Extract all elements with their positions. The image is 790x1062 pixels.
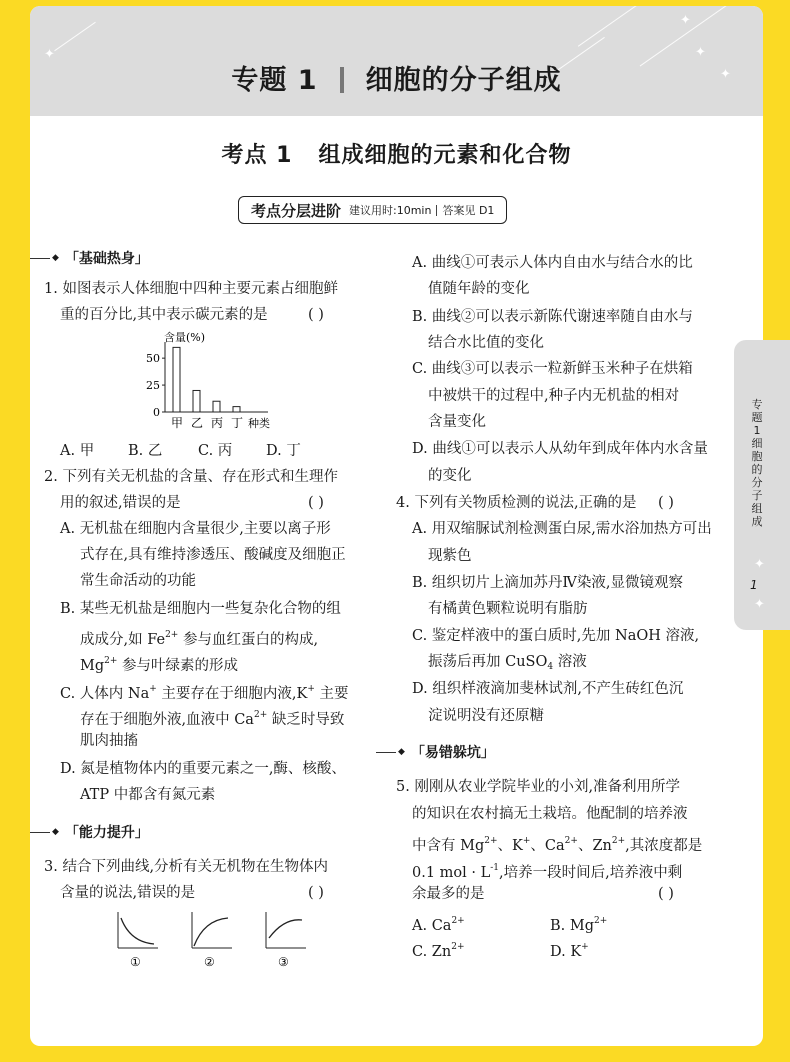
curve-3 <box>266 912 306 969</box>
q5-stem: 5. 刚刚从农业学院毕业的小刘,准备利用所学 <box>396 779 681 795</box>
section-name: 组成细胞的元素和化合物 <box>318 143 572 168</box>
y-tick-label: 0 <box>153 406 160 419</box>
star-icon: ✦ <box>680 13 691 28</box>
q2-option-a[interactable]: 常生命活动的功能 <box>80 573 196 589</box>
divider <box>436 205 437 216</box>
section-title <box>30 138 763 169</box>
star-icon: ✦ <box>695 45 706 60</box>
section-label: 考点 1 <box>221 143 293 168</box>
q2-option-c[interactable]: 存在于细胞外液,血液中 $Ca^{2+}$ 缺乏时导致 <box>80 710 345 728</box>
page-number: 1 <box>750 578 758 592</box>
suggested-time: 建议用时:10min <box>349 204 432 217</box>
q3-option-b[interactable]: 结合水比值的变化 <box>428 335 544 351</box>
q3-stem: 3. 结合下列曲线,分析有关无机物在生物体内 <box>44 859 329 875</box>
q3-option-c[interactable]: C. 曲线③可以表示一粒新鲜玉米种子在烘箱 <box>412 361 693 377</box>
q1-bar-chart <box>130 328 290 432</box>
q4-option-c[interactable]: 振荡后再加 CuSO$_4$ 溶液 <box>428 654 587 672</box>
q5-stem: 的知识在农村搞无土栽培。他配制的培养液 <box>412 806 688 822</box>
q2-option-d[interactable]: ATP 中都含有氮元素 <box>80 787 216 803</box>
q5-stem: 余最多的是 <box>412 886 485 902</box>
side-tab-label: 专题1 细胞的分子组成 <box>751 398 763 528</box>
q3-option-a[interactable]: A. 曲线①可表示人体内自由水与结合水的比 <box>412 255 693 271</box>
q4-option-a[interactable]: 现紫色 <box>428 548 472 564</box>
decor-line <box>54 22 96 51</box>
section-basic: ◆ 「基础热身」 <box>30 248 149 268</box>
q3-option-b[interactable]: B. 曲线②可以表示新陈代谢速率随自由水与 <box>412 309 693 325</box>
q5-option-a[interactable]: A. $Ca^{2+}$ <box>412 916 465 934</box>
star-icon: ✦ <box>754 557 765 572</box>
answer-blank: ( ) <box>308 307 324 323</box>
q4-stem: 4. 下列有关物质检测的说法,正确的是 <box>396 495 637 511</box>
q3-option-d[interactable]: D. 曲线①可以表示人从幼年到成年体内水含量 <box>412 441 708 457</box>
y-tick-label: 50 <box>146 352 160 366</box>
star-icon: ✦ <box>720 67 731 82</box>
chapter-title <box>30 58 763 97</box>
q2-option-a[interactable]: 式存在,具有维持渗透压、酸碱度及细胞正 <box>80 547 346 563</box>
chapter-label: 专题 1 <box>231 65 318 96</box>
q5-option-c[interactable]: C. $Zn^{2+}$ <box>412 942 465 960</box>
bar-2 <box>193 390 200 412</box>
q1-stem: 重的百分比,其中表示碳元素的是 <box>60 307 268 323</box>
q1-option-c[interactable]: C. 丙 <box>198 443 233 459</box>
curve-label: ② <box>204 955 215 969</box>
curve-label: ① <box>130 955 141 969</box>
q4-option-c[interactable]: C. 鉴定样液中的蛋白质时,先加 NaOH 溶液, <box>412 628 700 644</box>
x-tick-label: 甲 <box>171 416 184 430</box>
bar-4 <box>233 407 240 412</box>
q3-curves <box>108 908 328 970</box>
x-tick-label: 乙 <box>191 416 204 430</box>
q3-option-a[interactable]: 值随年龄的变化 <box>428 281 530 297</box>
q1-option-d[interactable]: D. 丁 <box>266 443 301 459</box>
q2-option-b[interactable]: $Mg^{2+}$ 参与叶绿素的形成 <box>80 656 239 674</box>
q3-option-c[interactable]: 中被烘干的过程中,种子内无机盐的相对 <box>428 388 680 404</box>
q4-option-b[interactable]: B. 组织切片上滴加苏丹Ⅳ染液,显微镜观察 <box>412 575 683 591</box>
q3-option-d[interactable]: 的变化 <box>428 468 472 484</box>
q2-option-a[interactable]: A. 无机盐在细胞内含量很少,主要以离子形 <box>60 521 331 537</box>
q4-option-d[interactable]: 淀说明没有还原糖 <box>428 708 544 724</box>
chapter-header <box>30 6 763 116</box>
page <box>30 6 763 1046</box>
level-box <box>238 196 507 224</box>
q5-stem: 0.1 mol · $L^{-1}$,培养一段时间后,培养液中剩 <box>412 863 683 881</box>
q3-option-c[interactable]: 含量变化 <box>428 414 486 430</box>
q4-option-d[interactable]: D. 组织样液滴加斐林试剂,不产生砖红色沉 <box>412 681 684 697</box>
y-tick-label: 25 <box>146 379 160 393</box>
curve-label: ③ <box>278 955 289 969</box>
q5-option-b[interactable]: B. $Mg^{2+}$ <box>550 916 608 934</box>
q2-stem: 用的叙述,错误的是 <box>60 495 181 511</box>
title-separator <box>340 67 344 93</box>
q4-option-a[interactable]: A. 用双缩脲试剂检测蛋白尿,需水浴加热方可出 <box>412 521 712 537</box>
answer-blank: ( ) <box>658 886 674 902</box>
star-icon: ✦ <box>44 47 55 62</box>
answer-blank: ( ) <box>308 885 324 901</box>
side-tab <box>734 340 790 630</box>
section-advanced: ◆ 「能力提升」 <box>30 822 149 842</box>
chart-xunit: 种类 <box>248 417 270 430</box>
q2-option-c[interactable]: 肌肉抽搐 <box>80 733 138 749</box>
x-tick-label: 丁 <box>231 416 244 430</box>
q2-option-d[interactable]: D. 氮是植物体内的重要元素之一,酶、核酸、 <box>60 761 346 777</box>
answer-blank: ( ) <box>658 495 674 511</box>
answer-blank: ( ) <box>308 495 324 511</box>
bar-3 <box>213 401 220 412</box>
q5-option-d[interactable]: D. K+ <box>550 942 589 960</box>
q2-option-b[interactable]: 成成分,如 $Fe^{2+}$ 参与血红蛋白的构成, <box>80 630 319 648</box>
bar-1 <box>173 347 180 412</box>
chart-ylabel: 含量(%) <box>164 331 206 344</box>
q2-option-c[interactable]: C. 人体内 Na+ 主要存在于细胞内液,K+ 主要 <box>60 684 349 702</box>
curve-1 <box>118 912 158 969</box>
x-tick-label: 丙 <box>211 416 224 430</box>
q1-option-a[interactable]: A. 甲 <box>60 443 95 459</box>
q4-option-b[interactable]: 有橘黄色颗粒说明有脂肪 <box>428 601 588 617</box>
q5-stem: 中含有 $Mg^{2+}$、K+、$Ca^{2+}$、$Zn^{2+}$,其浓度都是 <box>412 836 703 854</box>
star-icon: ✦ <box>754 597 765 612</box>
decor-line <box>578 6 652 47</box>
answer-ref: 答案见 D1 <box>442 204 495 217</box>
q2-option-b[interactable]: B. 某些无机盐是细胞内一些复杂化合物的组 <box>60 601 341 617</box>
section-pitfall: ◆ 「易错躲坑」 <box>376 742 495 762</box>
chapter-name: 细胞的分子组成 <box>365 65 562 96</box>
curve-2 <box>192 912 232 969</box>
q3-stem: 含量的说法,错误的是 <box>60 885 196 901</box>
q2-stem: 2. 下列有关无机盐的含量、存在形式和生理作 <box>44 469 338 485</box>
q1-option-b[interactable]: B. 乙 <box>128 443 163 459</box>
level-title: 考点分层进阶 <box>251 201 342 220</box>
q1-stem: 1. 如图表示人体细胞中四种主要元素占细胞鲜 <box>44 281 338 297</box>
